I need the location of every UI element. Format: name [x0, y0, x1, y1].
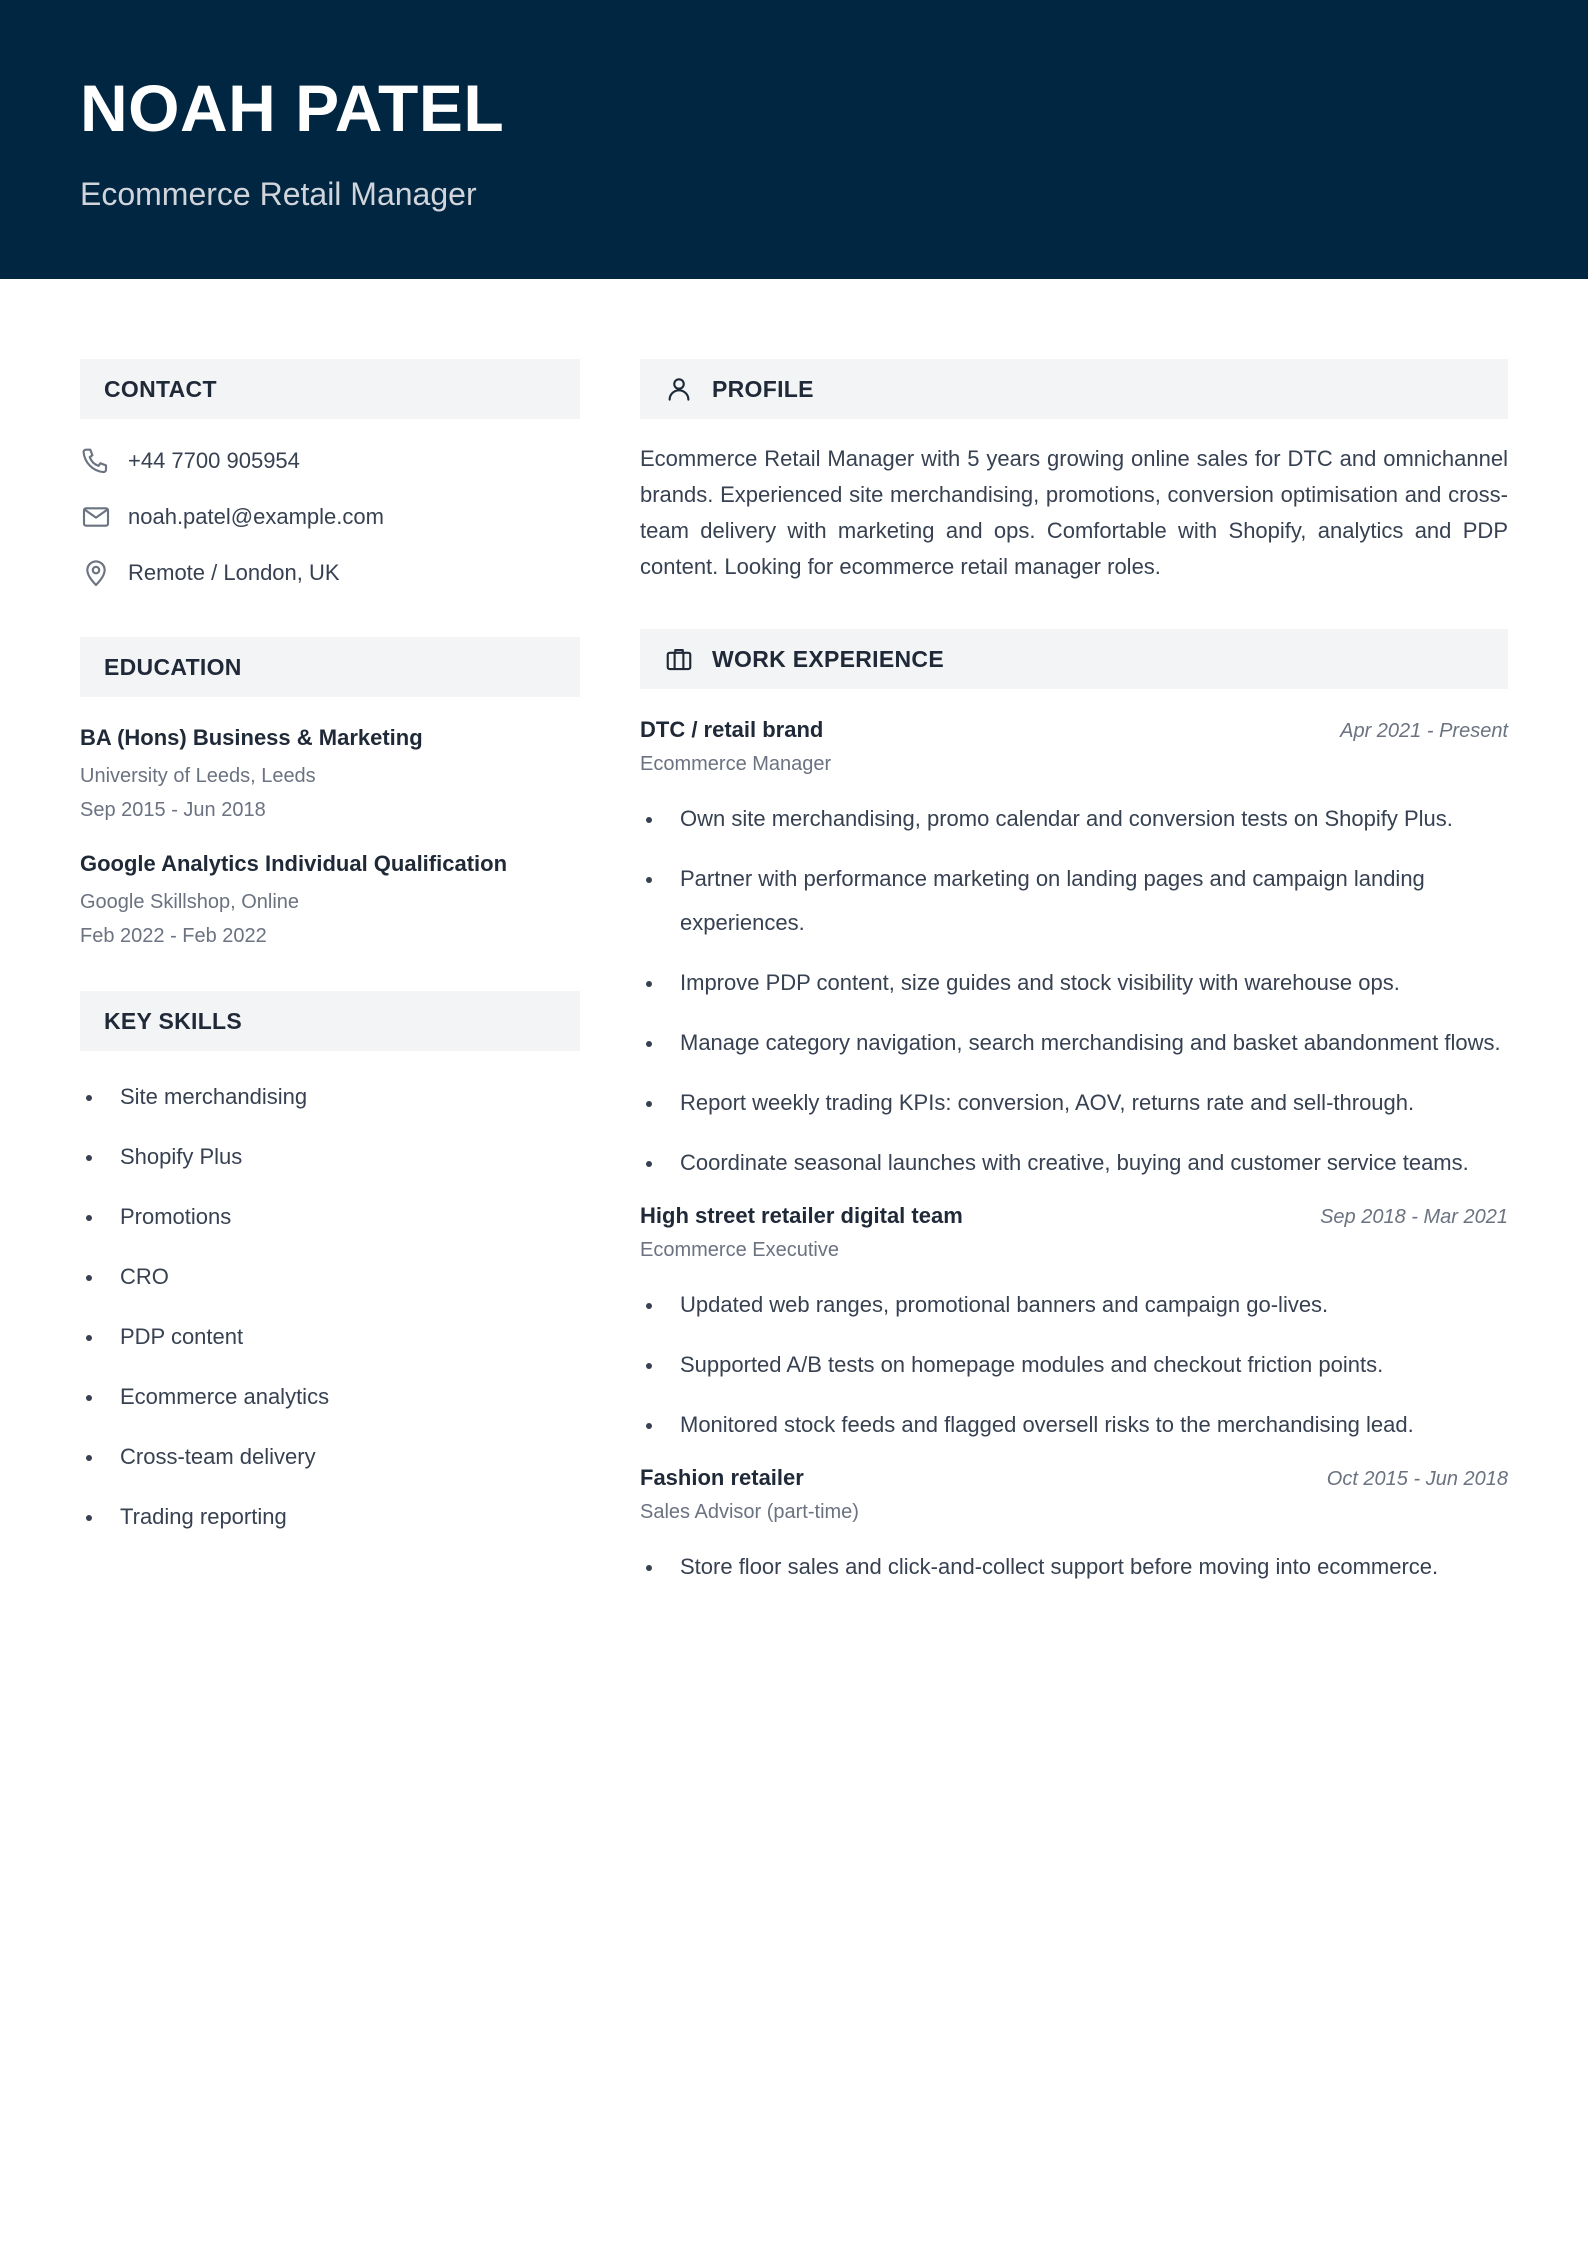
profile-heading: [640, 359, 1508, 419]
email-text: noah.patel@example.com: [128, 504, 384, 529]
job-dates: Sep 2018 - Mar 2021: [1320, 1206, 1508, 1228]
job-dates: Apr 2021 - Present: [1340, 720, 1508, 742]
experience-heading: [640, 629, 1508, 689]
job-bullet: Store floor sales and click-and-collect support before moving into ecommerce.: [640, 1545, 1508, 1589]
education-heading-label: EDUCATION: [104, 653, 242, 680]
job-company: High street retailer digital team: [640, 1203, 963, 1228]
skills-list: [80, 1075, 580, 1539]
job-bullets: [640, 1545, 1508, 1589]
education-item: [80, 723, 580, 827]
job-role: Ecommerce Manager: [640, 753, 832, 775]
experience-heading-label: WORK EXPERIENCE: [712, 645, 944, 672]
education-institution: Google Skillshop, Online: [80, 891, 300, 913]
phone-icon: [80, 445, 112, 477]
resume-header: [0, 0, 1588, 279]
contact-heading-label: CONTACT: [104, 375, 217, 402]
location-text: Remote / London, UK: [128, 560, 340, 585]
skill-item: Shopify Plus: [80, 1135, 580, 1179]
skill-item: Ecommerce analytics: [80, 1375, 580, 1419]
job-role: Ecommerce Executive: [640, 1239, 839, 1261]
phone-text: +44 7700 905954: [128, 448, 300, 473]
job-bullet: Coordinate seasonal launches with creative, buying and customer service teams.: [640, 1141, 1508, 1185]
education-degree: BA (Hons) Business & Marketing: [80, 725, 423, 750]
candidate-title: Ecommerce Retail Manager: [80, 176, 477, 212]
job-bullet: Partner with performance marketing on landing pages and campaign landing experiences.: [640, 857, 1508, 945]
job-company: DTC / retail brand: [640, 717, 824, 742]
skills-heading-label: KEY SKILLS: [104, 1007, 243, 1034]
job-bullet: Improve PDP content, size guides and stock visibility with warehouse ops.: [640, 961, 1508, 1005]
skill-item: Cross-team delivery: [80, 1435, 580, 1479]
education-item: [80, 849, 580, 953]
contact-email: [80, 489, 580, 545]
education-institution: University of Leeds, Leeds: [80, 765, 316, 787]
job-bullets: [640, 1283, 1508, 1447]
job-role: Sales Advisor (part-time): [640, 1501, 859, 1523]
skill-item: CRO: [80, 1255, 580, 1299]
skills-heading: [80, 991, 580, 1051]
briefcase-icon: [664, 644, 694, 674]
job-bullet: Supported A/B tests on homepage modules and checkout friction points.: [640, 1343, 1508, 1387]
job-bullet: Report weekly trading KPIs: conversion, AOV, returns rate and sell-through.: [640, 1081, 1508, 1125]
education-degree: Google Analytics Individual Qualification: [80, 851, 508, 876]
skill-item: Promotions: [80, 1195, 580, 1239]
contact-location: [80, 545, 580, 601]
left-column: [80, 359, 580, 1555]
job-entry: [640, 1463, 1508, 1589]
education-dates: Feb 2022 - Feb 2022: [80, 925, 267, 947]
job-bullet: Updated web ranges, promotional banners and campaign go-lives.: [640, 1283, 1508, 1327]
job-company: Fashion retailer: [640, 1465, 804, 1490]
job-bullet: Monitored stock feeds and flagged oversell risks to the merchandising lead.: [640, 1403, 1508, 1447]
skill-item: PDP content: [80, 1315, 580, 1359]
job-entry: [640, 1201, 1508, 1447]
education-heading: [80, 637, 580, 697]
skill-item: Site merchandising: [80, 1075, 580, 1119]
education-list: [80, 723, 580, 953]
map-pin-icon: [80, 557, 112, 589]
mail-icon: [80, 501, 112, 533]
contact-phone: [80, 433, 580, 489]
job-bullet: Own site merchandising, promo calendar and conversion tests on Shopify Plus.: [640, 797, 1508, 841]
user-icon: [664, 374, 694, 404]
contact-heading: [80, 359, 580, 419]
job-bullet: Manage category navigation, search merchandising and basket abandonment flows.: [640, 1021, 1508, 1065]
job-dates: Oct 2015 - Jun 2018: [1326, 1468, 1508, 1490]
job-bullets: [640, 797, 1508, 1185]
skill-item: Trading reporting: [80, 1495, 580, 1539]
education-dates: Sep 2015 - Jun 2018: [80, 799, 266, 821]
profile-summary: Ecommerce Retail Manager with 5 years growing online sales for DTC and omnichannel brands. Experienced site merchandising, promotions, conversion optimisation and cross-team delivery with marketing and ops. Comfortable with Shopify, analytics and PDP content. Looking for ecommerce retail manager roles.: [640, 446, 1508, 579]
right-column: [640, 359, 1508, 1605]
candidate-name: NOAH PATEL: [80, 71, 505, 145]
job-entry: [640, 715, 1508, 1185]
contact-list: [80, 433, 580, 601]
profile-heading-label: PROFILE: [712, 375, 814, 402]
